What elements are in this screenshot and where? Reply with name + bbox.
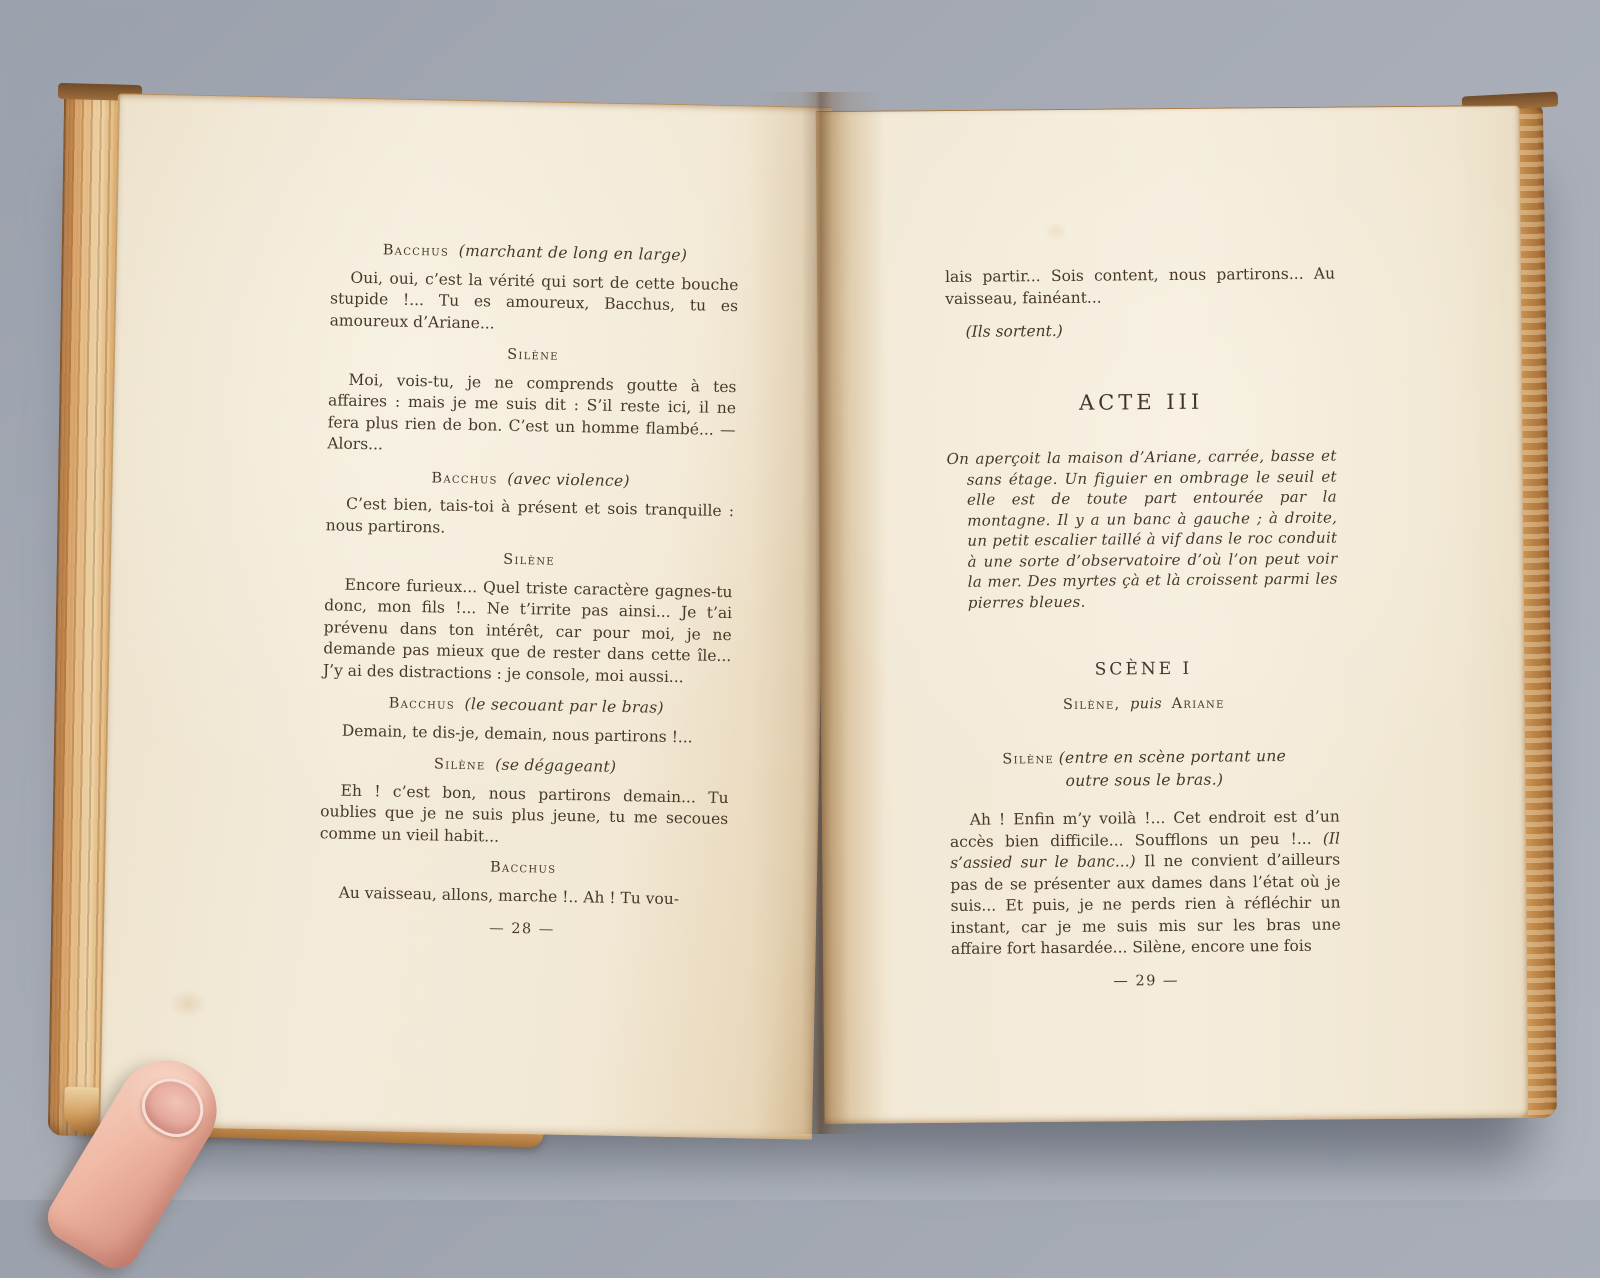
act-heading: ACTE III: [1078, 389, 1204, 415]
scene-heading: SCÈNE I: [1094, 658, 1193, 680]
stage-direction-inline: (avec violence): [507, 469, 630, 490]
speaker-name: Bacchus: [382, 242, 450, 260]
entrance-heading: [984, 746, 1304, 794]
inline-stage-direction: (Il s’assied sur le banc...): [950, 829, 1341, 872]
speaker-name: Bacchus: [431, 469, 498, 488]
stage-direction-inline: (entre en scène portant une outre sous le bras.): [1058, 747, 1287, 790]
speaker-heading: [325, 546, 733, 575]
stage-direction-inline: (se dégageant): [495, 755, 617, 776]
dialogue-paragraph: Au vaisseau, allons, marche !.. Ah ! Tu vou-: [338, 883, 680, 908]
characters-conjunction: puis: [1130, 695, 1163, 712]
speaker-heading: [319, 854, 727, 883]
speaker-name: Bacchus: [388, 695, 456, 713]
dialogue-paragraph: [950, 807, 1341, 961]
speaker-heading: [326, 465, 734, 495]
page-number-right: — 29 —: [1113, 972, 1180, 990]
right-page-text-block: [945, 264, 1341, 994]
speaker-heading: [322, 691, 730, 721]
scene-characters-line: [949, 692, 1339, 717]
dialogue-paragraph: Oui, oui, c’est la vérité qui sort de cette bouche stupide !... Tu es amoureux, Bacchus, tu es amoureux d’Ariane...: [329, 268, 739, 333]
dialogue-paragraph: Encore furieux... Quel triste caractère gagnes-tu donc, mon fils !... Ne t’irrite pas ainsi... Je t’ai prévenu dans ton intérêt, car pour moi, je ne demande pas mieux que de rester dans cette île... J’y ai des distractions : je console, moi aussi...: [322, 575, 733, 686]
speaker-heading: [329, 341, 737, 370]
speaker-name: Silène: [503, 551, 556, 569]
thumbnail: [132, 1067, 214, 1147]
stage-setting-paragraph: On aperçoit la maison d’Ariane, carrée, basse et sans étage. Un figuier en ombrage le seuil et elle est de toute part entourée par la montagne. Il y a un banc à gauche ; à droite, un petit escalier taillé à vif dans le roc conduit à une sorte d’observatoire d’où l’on peut voir la mer. Des myrtes çà et là croissent parmi les pierres bleues.: [946, 446, 1338, 612]
stage-direction-inline: (le secouant par le bras): [464, 695, 665, 717]
speaker-heading: [331, 238, 739, 268]
dialogue-paragraph: Demain, te dis-je, demain, nous partirons !...: [341, 721, 693, 746]
speaker-name: Bacchus: [489, 859, 557, 877]
page-number-left: — 28 —: [489, 920, 555, 938]
monologue-part1: Ah ! Enfin m’y voilà !... Cet endroit est d’un accès bien difficile... Soufflons un peu !...: [949, 807, 1340, 851]
dialogue-continuation-paragraph: lais partir... Sois content, nous partirons... Au vaisseau, fainéant...: [944, 264, 1336, 308]
stage-direction-inline: (marchant de long en large): [458, 241, 688, 265]
dialogue-paragraph: Moi, vois-tu, je ne comprends goutte à tes affaires : mais je me suis dit : S’il reste ici, il ne fera plus rien de bon. C’est un homme flambé... — Alors...: [327, 370, 737, 454]
left-page-text-block: [318, 238, 739, 944]
speaker-heading: [321, 751, 729, 781]
character-name: Silène,: [1062, 695, 1121, 713]
speaker-name: Silène: [507, 346, 560, 364]
monologue-part2: Il ne convient d’ailleurs pas de se présenter aux dames dans l’état où je suis... Et puis, je ne perds rien à réfléchir un instant, car je me suis mis sur les bras une affaire fort hasardée... Silène, encore une fois: [950, 850, 1341, 958]
dialogue-paragraph: Eh ! c’est bon, nous partirons demain... Tu oublies que je ne suis plus jeune, tu me secoues comme un vieil habit...: [319, 781, 729, 846]
right-page: [816, 105, 1529, 1124]
speaker-name: Silène: [1002, 751, 1055, 768]
left-page: [98, 93, 832, 1140]
exit-stage-direction: (Ils sortent.): [965, 321, 1063, 341]
dialogue-paragraph: C’est bien, tais-toi à présent et sois tranquille : nous partirons.: [325, 494, 735, 537]
speaker-name: Silène: [433, 756, 486, 774]
character-name: Ariane: [1171, 695, 1225, 712]
